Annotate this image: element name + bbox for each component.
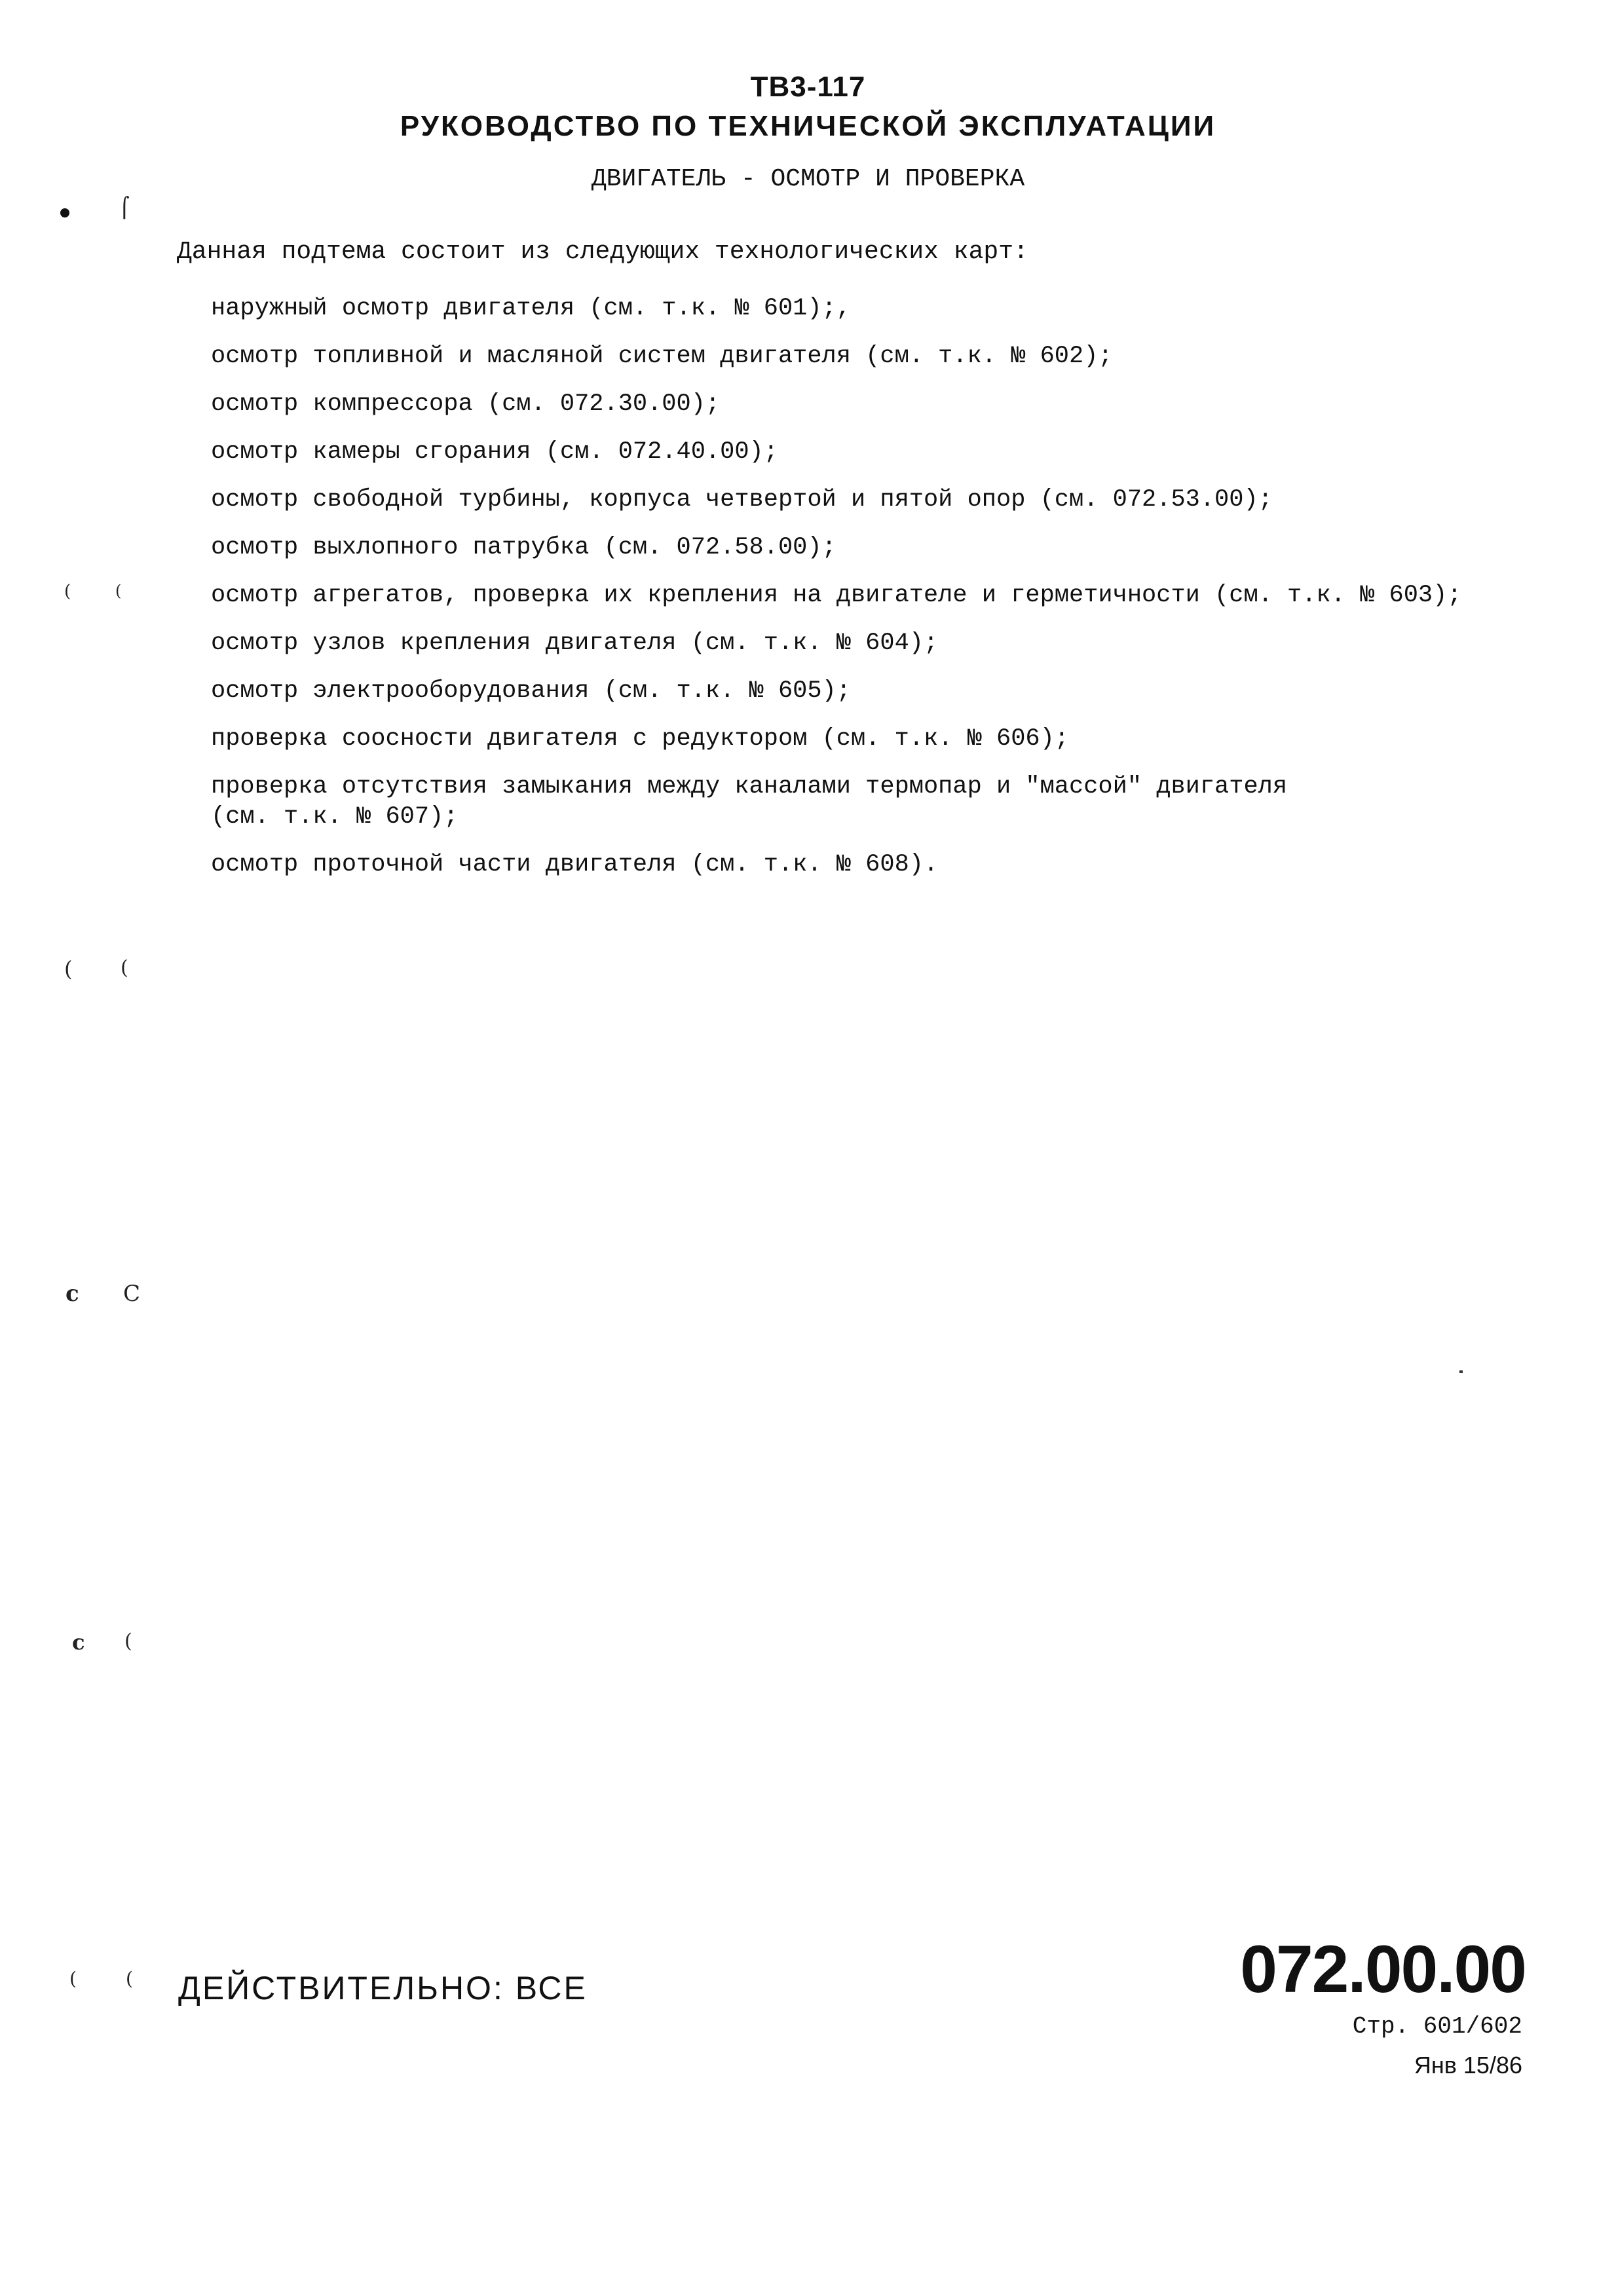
list-item: осмотр компрессора (см. 072.30.00);	[211, 390, 721, 418]
punch-hole-mark: (	[115, 582, 122, 600]
list-item: осмотр электрооборудования (см. т.к. № 605);	[211, 677, 851, 705]
punch-hole-mark: (	[69, 1968, 77, 1989]
punch-hole-mark: ⌠	[119, 197, 130, 219]
document-code: 072.00.00	[1240, 1932, 1526, 2006]
manual-title: РУКОВОДСТВО ПО ТЕХНИЧЕСКОЙ ЭКСПЛУАТАЦИИ	[400, 110, 1216, 142]
list-item: осмотр проточной части двигателя (см. т.к. № 608).	[211, 851, 939, 878]
punch-hole-mark: c	[66, 1281, 79, 1307]
list-item: осмотр камеры сгорания (см. 072.40.00);	[211, 438, 778, 466]
list-item: осмотр свободной турбины, корпуса четвертой и пятой опор (см. 072.53.00);	[211, 486, 1273, 514]
revision-date: Янв 15/86	[1414, 2052, 1522, 2079]
scan-speck	[1459, 1370, 1463, 1373]
list-item: осмотр узлов крепления двигателя (см. т.к. № 604);	[211, 630, 939, 657]
list-item: проверка отсутствия замыкания между каналами термопар и "массой" двигателя (см. т.к. № 607);	[211, 773, 1288, 831]
punch-hole-mark: (	[121, 956, 128, 979]
punch-hole-mark: (	[64, 956, 73, 981]
intro-text: Данная подтема состоит из следующих технологических карт:	[177, 238, 1028, 266]
list-item: осмотр агрегатов, проверка их крепления на двигателе и герметичности (см. т.к. № 603);	[211, 582, 1462, 609]
punch-hole-mark: c	[72, 1630, 85, 1655]
punch-hole-mark: (	[126, 1968, 133, 1989]
punch-hole-mark	[60, 208, 69, 217]
list-item: осмотр топливной и масляной систем двигателя (см. т.к. № 602);	[211, 343, 1113, 370]
punch-hole-mark: (	[64, 582, 71, 601]
punch-hole-mark: (	[124, 1630, 132, 1653]
tech-card-list	[211, 293, 1462, 897]
list-item: проверка соосности двигателя с редуктором (см. т.к. № 606);	[211, 725, 1070, 753]
section-title: ДВИГАТЕЛЬ - ОСМОТР И ПРОВЕРКА	[591, 165, 1025, 193]
list-item: осмотр выхлопного патрубка (см. 072.58.00);	[211, 534, 836, 561]
page-number: Стр. 601/602	[1352, 2013, 1522, 2040]
punch-hole-mark: C	[123, 1281, 141, 1307]
list-item: наружный осмотр двигателя (см. т.к. № 601);,	[211, 295, 851, 322]
engine-model-title: ТВ3-117	[750, 71, 866, 103]
validity-label: ДЕЙСТВИТЕЛЬНО: ВСЕ	[178, 1970, 588, 2006]
